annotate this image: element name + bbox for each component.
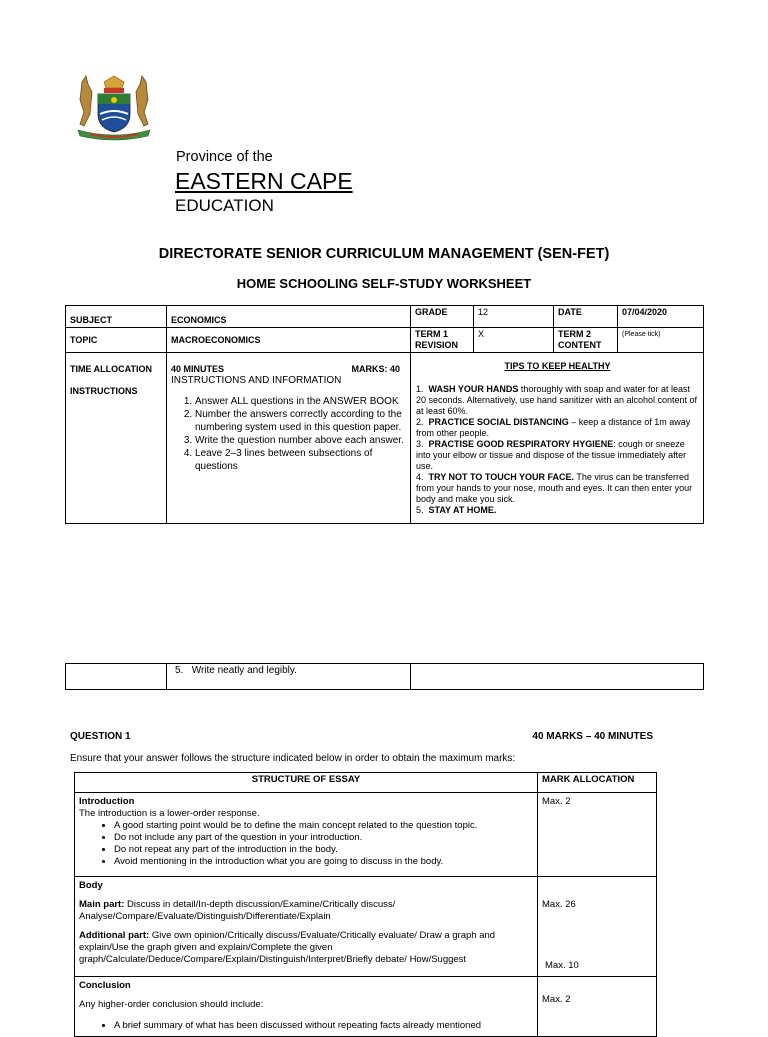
body-cell — [75, 877, 538, 977]
time-row — [171, 364, 406, 375]
instruction-item: 3. Write the question number above each answer. — [195, 434, 406, 447]
question-label: QUESTION 1 — [70, 731, 131, 742]
additional-part-marks: Max. 10 — [545, 960, 579, 971]
term1-label: TERM 1 REVISION — [411, 328, 474, 353]
tips-cell — [411, 353, 704, 524]
body-marks-cell — [538, 877, 657, 977]
topic-value: MACROECONOMICS — [167, 328, 411, 353]
conclusion-cell — [75, 977, 538, 1037]
instructions-block — [171, 374, 406, 473]
instruction-item: 1. Answer ALL questions in the ANSWER BOOK — [195, 395, 406, 408]
tip-item: 4. TRY NOT TO TOUCH YOUR FACE. The virus can be transferred from your hands to your nose, mouth and eyes. It can then enter your body and make you sick. — [416, 472, 693, 504]
instructions-cell — [167, 353, 411, 524]
time-allocation-value: 40 MINUTES — [171, 364, 225, 374]
grade-label: GRADE — [411, 306, 474, 328]
time-allocation-label: TIME ALLOCATION — [70, 364, 152, 374]
conclusion-marks: Max. 2 — [538, 977, 657, 1037]
grade-value: 12 — [474, 306, 554, 328]
essay-structure-table — [74, 772, 657, 1037]
worksheet-info-table — [65, 305, 704, 524]
instructions-label: INSTRUCTIONS — [70, 386, 138, 396]
list-item: • A good starting point would be to define the main concept related to the question topic. — [114, 820, 533, 832]
date-label: DATE — [554, 306, 618, 328]
tip-item: 3. PRACTISE GOOD RESPIRATORY HYGIENE: cough or sneeze into your elbow or tissue and dispose of the tissue immediately after use. — [416, 439, 687, 471]
introduction-title: Introduction — [79, 796, 135, 807]
main-part-marks: Max. 26 — [542, 899, 576, 910]
empty-cell — [66, 664, 167, 690]
province-name: EASTERN CAPE — [175, 168, 353, 194]
tip-item: 2. PRACTICE SOCIAL DISTANCING – keep a distance of 1m away from other people. — [416, 417, 691, 438]
introduction-cell — [75, 793, 538, 877]
introduction-text: The introduction is a lower-order response. — [79, 808, 260, 819]
question-marks: 40 MARKS – 40 MINUTES — [532, 731, 653, 742]
question-note: Ensure that your answer follows the structure indicated below in order to obtain the maximum marks: — [70, 753, 516, 764]
introduction-bullets — [79, 820, 533, 868]
instructions-continuation-table — [65, 663, 704, 690]
empty-cell — [411, 664, 704, 690]
list-item: • A brief summary of what has been discussed without repeating facts already mentioned — [114, 1020, 533, 1032]
conclusion-text: Any higher-order conclusion should include: — [79, 999, 264, 1010]
term2-label: TERM 2 CONTENT — [554, 328, 618, 353]
subject-label: SUBJECT — [66, 306, 167, 328]
instruction-item: 4. Leave 2–3 lines between subsections of questions — [195, 447, 406, 473]
instruction-5-number: 5. — [175, 665, 192, 676]
page-subtitle: HOME SCHOOLING SELF-STUDY WORKSHEET — [236, 276, 532, 291]
introduction-marks: Max. 2 — [538, 793, 657, 877]
instructions-heading: INSTRUCTIONS AND INFORMATION — [171, 375, 342, 386]
department-name: EDUCATION — [175, 196, 274, 215]
main-part: Main part: Discuss in detail/In-depth discussion/Examine/Critically discuss/ Analyse/Compare/Evaluate/Distinguish/Differentiate/Explain — [79, 899, 396, 922]
date-value: 07/04/2020 — [618, 306, 704, 328]
topic-label: TOPIC — [66, 328, 167, 353]
list-item: • Do not include any part of the question in your introduction. — [114, 832, 533, 844]
instruction-item: 2. Number the answers correctly according to the numbering system used in this question paper. — [195, 408, 406, 434]
conclusion-title: Conclusion — [79, 980, 131, 991]
tips-heading: TIPS TO KEEP HEALTHY — [504, 361, 611, 371]
page-title: DIRECTORATE SENIOR CURRICULUM MANAGEMENT (SEN-FET) — [158, 246, 610, 262]
col-mark-header: MARK ALLOCATION — [538, 773, 657, 793]
list-item: • Avoid mentioning in the introduction what you are going to discuss in the body. — [114, 856, 533, 868]
term2-tick-note: (Please tick) — [618, 328, 704, 353]
time-instructions-labels — [66, 353, 167, 524]
instruction-5-cell — [167, 664, 411, 690]
term1-tick: X — [474, 328, 554, 353]
col-structure-header: STRUCTURE OF ESSAY — [75, 773, 538, 793]
conclusion-bullets — [79, 1020, 533, 1032]
tip-item: 1. WASH YOUR HANDS thoroughly with soap and water for at least 20 seconds. Alternatively, use hand sanitizer with an alcohol content of at least 60%. — [416, 384, 698, 416]
instruction-item: Write neatly and legibly. — [191, 665, 297, 676]
body-title: Body — [79, 880, 103, 891]
marks-total: MARKS: 40 — [351, 364, 400, 374]
subject-value: ECONOMICS — [167, 306, 411, 328]
tip-item: 5. STAY AT HOME. — [416, 505, 497, 515]
instructions-list — [171, 395, 406, 473]
additional-part: Additional part: Give own opinion/Critically discuss/Evaluate/Critically evaluate/ Draw a graph and explain/Use the graph given and explain/Complete the given graph/Calculate/Deduce/Compare/Explain/Distinguish/Interpret/Briefly debate/ How/Suggest — [79, 930, 496, 965]
province-line: Province of the — [176, 149, 273, 165]
list-item: • Do not repeat any part of the introduction in the body. — [114, 844, 533, 856]
coat-of-arms-logo — [70, 74, 158, 144]
